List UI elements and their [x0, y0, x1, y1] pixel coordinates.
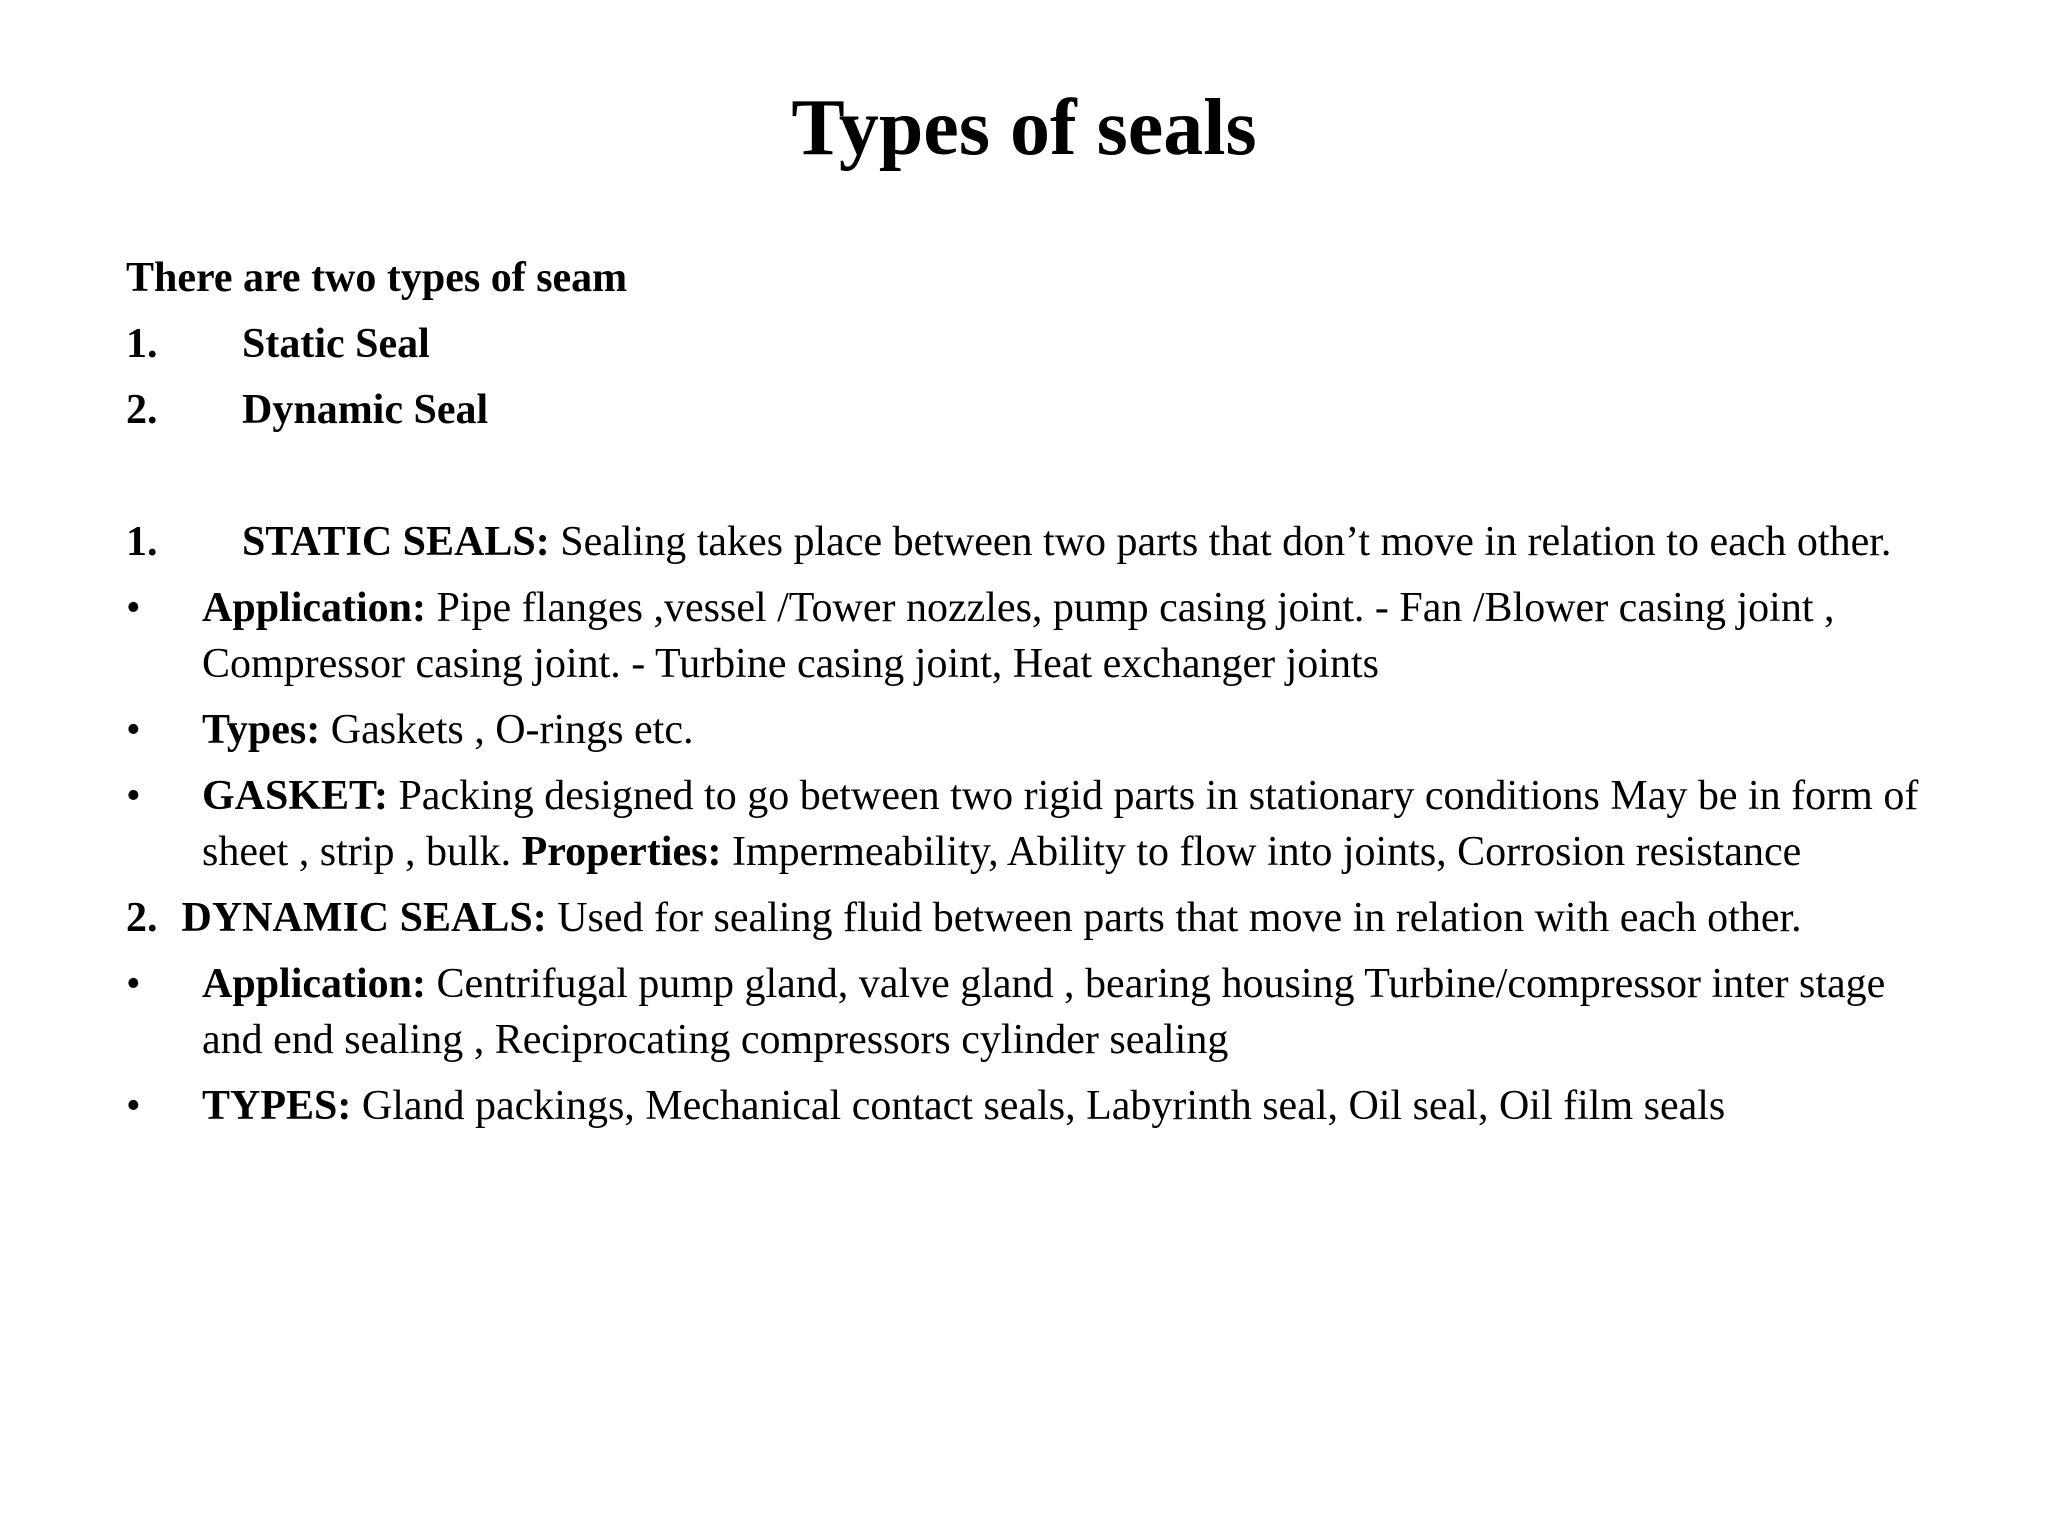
type-label: Dynamic Seal	[242, 387, 489, 433]
bullet-label: Properties:	[521, 829, 722, 875]
bullet-text: Impermeability, Ability to flow into joints, Corrosion resistance	[721, 829, 1802, 875]
bullet-text: Gaskets , O-rings etc.	[320, 707, 694, 753]
bullet-label: Application:	[202, 961, 427, 1007]
bullet-marker: •	[126, 773, 141, 819]
section-text: Used for sealing fluid between parts that move in relation with each other.	[546, 895, 1802, 941]
bullet-item	[126, 580, 1956, 692]
spacer	[126, 448, 1956, 514]
static-seals-heading	[126, 514, 1956, 570]
list-number: 2.	[126, 387, 158, 433]
bullet-item	[126, 956, 1956, 1068]
bullet-label: TYPES:	[202, 1083, 352, 1129]
bullet-text: Gland packings, Mechanical contact seals, Labyrinth seal, Oil seal, Oil film seals	[351, 1083, 1726, 1129]
bullet-text: Pipe flanges ,vessel /Tower nozzles, pump casing joint. - Fan /Blower casing joint , Compressor casing joint. - Turbine casing joint, Heat exchanger joints	[202, 585, 1835, 687]
bullet-item	[126, 702, 1956, 758]
section-heading: DYNAMIC SEALS:	[181, 895, 547, 941]
list-number: 1.	[126, 321, 158, 367]
type-list-item	[126, 316, 1956, 372]
list-number: 1.	[126, 519, 158, 565]
bullet-label: Application:	[202, 585, 427, 631]
slide-body	[126, 250, 1956, 1144]
bullet-marker: •	[126, 707, 141, 753]
slide-title: Types of seals	[791, 84, 1257, 172]
bullet-item	[126, 768, 1956, 880]
bullet-label: GASKET:	[202, 773, 388, 819]
dynamic-seals-heading	[126, 890, 1956, 946]
type-label: Static Seal	[242, 321, 430, 367]
bullet-marker: •	[126, 961, 141, 1007]
bullet-item	[126, 1078, 1956, 1134]
bullet-marker: •	[126, 1083, 141, 1129]
intro-text: There are two types of seam	[126, 255, 628, 301]
section-text: Sealing takes place between two parts that don’t move in relation to each other.	[549, 519, 1892, 565]
bullet-marker: •	[126, 585, 141, 631]
section-heading: STATIC SEALS:	[242, 519, 550, 565]
type-list-item	[126, 382, 1956, 438]
list-number: 2.	[126, 895, 158, 941]
bullet-label: Types:	[202, 707, 321, 753]
bullet-text: Packing designed to go between two rigid parts in stationary conditions May be in form of sheet , strip , bulk.	[202, 773, 1919, 875]
bullet-text: Centrifugal pump gland, valve gland , bearing housing Turbine/compressor inter stage and end sealing , Reciprocating compressors cylinder sealing	[202, 961, 1886, 1063]
